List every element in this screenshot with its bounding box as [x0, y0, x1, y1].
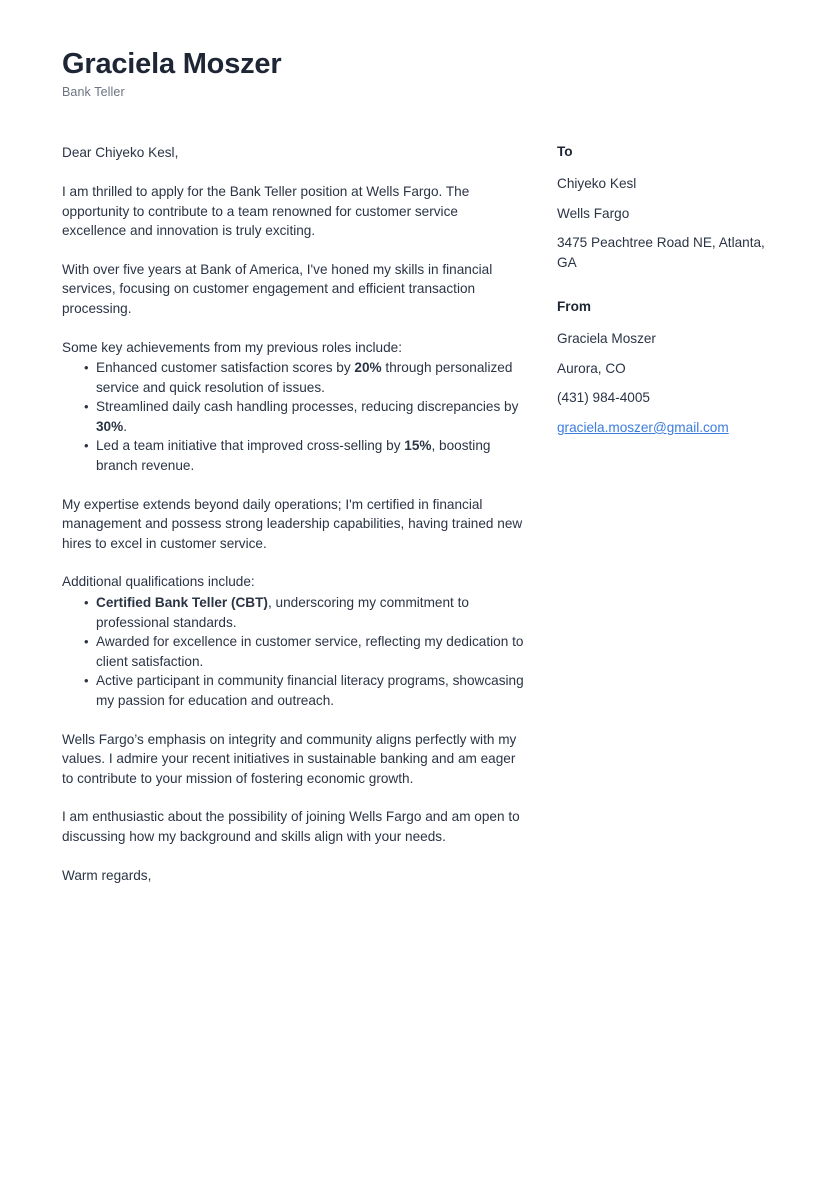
list-item: [62, 436, 525, 475]
letter-header: [62, 48, 773, 99]
body-paragraph-5: I am enthusiastic about the possibility of joining Wells Fargo and am open to discussing how my background and skills align with your needs.: [62, 809, 520, 844]
achievements-intro: Some key achievements from my previous roles include:: [62, 339, 402, 355]
recipient-heading: To: [557, 144, 573, 160]
letter-columns: [62, 143, 773, 904]
salutation: Dear Chiyeko Kesl,: [62, 145, 179, 161]
sender-phone: (431) 984-4005: [557, 390, 650, 406]
achievements-list: [62, 358, 525, 476]
letter-meta-column: [557, 143, 773, 463]
list-item: [62, 593, 525, 632]
recipient-name: Chiyeko Kesl: [557, 176, 637, 192]
list-item: [62, 358, 525, 397]
list-item-text-bold: 15%: [404, 438, 432, 454]
body-paragraph-2: With over five years at Bank of America, I've honed my skills in financial services, focusing on customer engagement and efficient transaction processing.: [62, 261, 493, 316]
list-item-text-bold: Certified Bank Teller (CBT): [96, 595, 268, 611]
applicant-name: Graciela Moszer: [62, 48, 282, 80]
sender-email-line: [557, 418, 773, 438]
qualifications-intro: Additional qualifications include:: [62, 574, 255, 590]
list-item-text-after: .: [123, 418, 127, 434]
list-item: [62, 397, 525, 436]
closing-salutation: Warm regards,: [62, 867, 152, 883]
list-item-text-before: Led a team initiative that improved cross-selling by: [96, 438, 405, 454]
list-item-text-after: , underscoring my commitment to professional standards.: [96, 595, 469, 630]
list-item-text-after: , boosting branch revenue.: [96, 438, 491, 474]
body-paragraph-1: I am thrilled to apply for the Bank Teller position at Wells Fargo. The opportunity to contribute to a team renowned for customer service excellence and innovation is truly exciting.: [62, 183, 470, 239]
list-item-text-bold: 20%: [354, 360, 382, 376]
list-item: [62, 671, 525, 710]
recipient-block: [557, 143, 773, 272]
list-item-text-before: Awarded for excellence in customer service, reflecting my dedication to client satisfaction.: [96, 634, 524, 669]
sender-name: Graciela Moszer: [557, 331, 656, 347]
recipient-address: 3475 Peachtree Road NE, Atlanta, GA: [557, 235, 765, 270]
qualifications-list: [62, 593, 525, 711]
list-item-text-before: Enhanced customer satisfaction scores by: [96, 360, 355, 376]
recipient-company: Wells Fargo: [557, 205, 630, 221]
sender-heading: From: [557, 299, 591, 315]
list-item-text-before: Streamlined daily cash handling processes, reducing discrepancies by: [96, 399, 519, 415]
sender-block: [557, 298, 773, 437]
list-item-text-bold: 30%: [96, 418, 124, 434]
list-item-text-before: Active participant in community financial literacy programs, showcasing my passion for education and outreach.: [96, 673, 524, 708]
body-paragraph-3: My expertise extends beyond daily operations; I'm certified in financial management and possess strong leadership capabilities, having trained new hires to excel in customer service.: [62, 496, 523, 551]
applicant-job-title: Bank Teller: [62, 85, 125, 100]
letter-body-column: [62, 143, 525, 904]
sender-location: Aurora, CO: [557, 360, 626, 376]
list-item-text-after: through personalized service and quick resolution of issues.: [96, 360, 513, 395]
sender-email-link[interactable]: graciela.moszer@gmail.com: [557, 419, 729, 435]
list-item: [62, 632, 525, 671]
body-paragraph-4: Wells Fargo’s emphasis on integrity and community aligns perfectly with my values. I admire your recent initiatives in sustainable banking and am eager to contribute to your mission of fostering economic growth.: [62, 731, 517, 786]
